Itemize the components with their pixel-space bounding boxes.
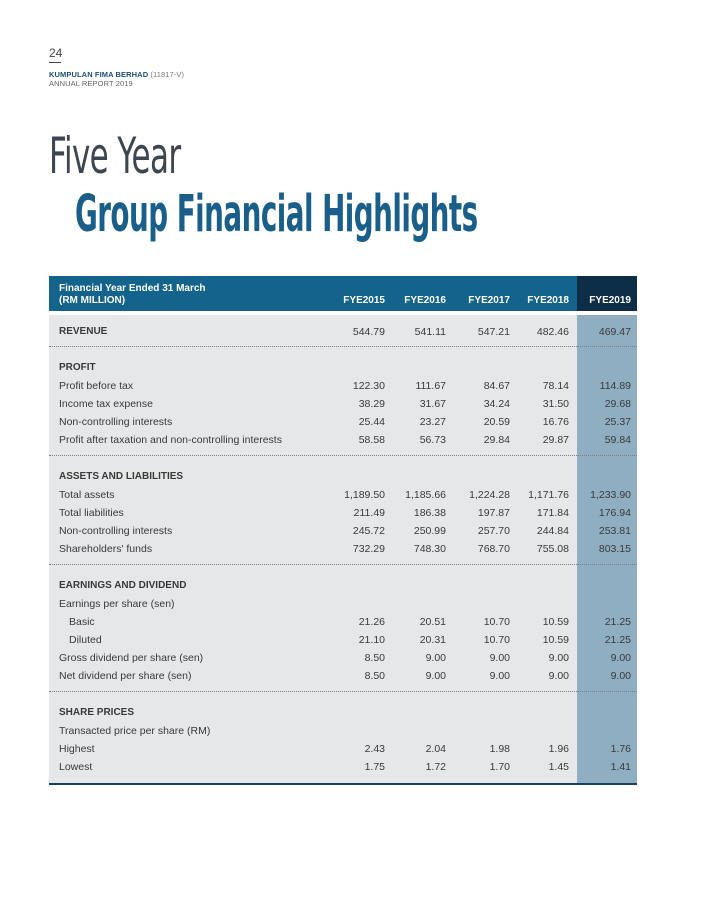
cell-value: 58.58 bbox=[358, 434, 385, 446]
cell-value: 10.59 bbox=[542, 634, 569, 646]
company-name: KUMPULAN FIMA BERHAD bbox=[49, 70, 149, 79]
cell-value: 21.25 bbox=[604, 634, 631, 646]
cell-value: 78.14 bbox=[542, 380, 569, 392]
row-label: Total assets bbox=[59, 489, 115, 501]
cell-value: 1.45 bbox=[548, 761, 569, 773]
row-label: Non-controlling interests bbox=[59, 525, 173, 537]
cell-value: 1.72 bbox=[425, 761, 446, 773]
cell-value: 197.87 bbox=[477, 507, 510, 519]
cell-value: 469.47 bbox=[598, 326, 631, 338]
section-divider bbox=[49, 455, 637, 456]
cell-value: 9.00 bbox=[548, 652, 569, 664]
cell-value: 84.67 bbox=[483, 380, 510, 392]
table-row bbox=[49, 414, 637, 432]
section-heading-row bbox=[49, 360, 637, 378]
table-row bbox=[49, 741, 637, 759]
row-label: Income tax expense bbox=[59, 398, 153, 410]
cell-value: 25.37 bbox=[604, 416, 631, 428]
cell-value: 1.41 bbox=[610, 761, 631, 773]
cell-value: 250.99 bbox=[413, 525, 446, 537]
cell-value: 38.29 bbox=[358, 398, 385, 410]
row-label: Earnings per share (sen) bbox=[59, 598, 175, 610]
table-row bbox=[49, 505, 637, 523]
section-divider bbox=[49, 346, 637, 347]
cell-value: 1.98 bbox=[489, 743, 510, 755]
table-header bbox=[49, 276, 637, 311]
cell-value: 1.70 bbox=[489, 761, 510, 773]
cell-value: 8.50 bbox=[364, 652, 385, 664]
cell-value: 9.00 bbox=[548, 670, 569, 682]
cell-value: 1,233.90 bbox=[590, 489, 631, 501]
cell-value: 34.24 bbox=[483, 398, 510, 410]
year-header: FYE2018 bbox=[527, 295, 569, 306]
section-heading: EARNINGS AND DIVIDEND bbox=[59, 580, 187, 591]
cell-value: 768.70 bbox=[477, 543, 510, 555]
table-row bbox=[49, 541, 637, 559]
cell-value: 1.76 bbox=[610, 743, 631, 755]
section-heading: ASSETS AND LIABILITIES bbox=[59, 471, 184, 482]
table-row bbox=[49, 614, 637, 632]
title-line-1: Five Year bbox=[49, 127, 181, 185]
cell-value: 2.04 bbox=[425, 743, 446, 755]
row-label: Lowest bbox=[59, 761, 93, 773]
title-line-2: Group Financial Highlights bbox=[75, 185, 478, 244]
table-row bbox=[49, 432, 637, 450]
cell-value: 21.26 bbox=[358, 616, 385, 628]
row-label: Non-controlling interests bbox=[59, 416, 173, 428]
cell-value: 9.00 bbox=[489, 652, 510, 664]
section-divider bbox=[49, 564, 637, 565]
cell-value: 9.00 bbox=[489, 670, 510, 682]
cell-value: 111.67 bbox=[415, 380, 446, 392]
cell-value: 10.70 bbox=[483, 616, 510, 628]
cell-value: 9.00 bbox=[610, 652, 631, 664]
section-divider bbox=[49, 691, 637, 692]
cell-value: 25.44 bbox=[358, 416, 385, 428]
section-heading-row bbox=[49, 578, 637, 596]
cell-value: 10.70 bbox=[483, 634, 510, 646]
cell-value: 122.30 bbox=[352, 380, 385, 392]
cell-value: 544.79 bbox=[352, 326, 385, 338]
table-row bbox=[49, 759, 637, 777]
cell-value: 1,185.66 bbox=[405, 489, 446, 501]
table-row bbox=[49, 378, 637, 396]
cell-value: 1.96 bbox=[548, 743, 569, 755]
cell-value: 23.27 bbox=[419, 416, 446, 428]
company-block bbox=[49, 70, 184, 88]
cell-value: 171.84 bbox=[536, 507, 569, 519]
cell-value: 211.49 bbox=[353, 507, 385, 519]
cell-value: 803.15 bbox=[598, 543, 631, 555]
cell-value: 176.94 bbox=[598, 507, 631, 519]
cell-value: 21.10 bbox=[358, 634, 385, 646]
table-row bbox=[49, 523, 637, 541]
cell-value: 20.31 bbox=[419, 634, 446, 646]
table-row bbox=[49, 668, 637, 686]
cell-value: 482.46 bbox=[536, 326, 569, 338]
header-unit: (RM MILLION) bbox=[59, 295, 126, 306]
cell-value: 9.00 bbox=[610, 670, 631, 682]
section-heading: REVENUE bbox=[59, 326, 108, 337]
cell-value: 1,189.50 bbox=[344, 489, 385, 501]
cell-value: 748.30 bbox=[413, 543, 446, 555]
cell-value: 9.00 bbox=[425, 652, 446, 664]
row-label: Shareholders' funds bbox=[59, 543, 153, 555]
section-heading-row bbox=[49, 469, 637, 487]
year-header: FYE2016 bbox=[404, 295, 446, 306]
year-header: FYE2015 bbox=[343, 295, 385, 306]
cell-value: 9.00 bbox=[425, 670, 446, 682]
table-row bbox=[49, 396, 637, 414]
cell-value: 541.11 bbox=[414, 326, 446, 338]
row-label: Profit before tax bbox=[59, 380, 134, 392]
section-heading: SHARE PRICES bbox=[59, 707, 135, 718]
row-label: Diluted bbox=[69, 634, 102, 646]
cell-value: 244.84 bbox=[536, 525, 569, 537]
cell-value: 732.29 bbox=[352, 543, 385, 555]
cell-value: 547.21 bbox=[477, 326, 510, 338]
row-label: Total liabilities bbox=[59, 507, 124, 519]
subheading-row bbox=[49, 723, 637, 741]
row-label: Basic bbox=[69, 616, 95, 628]
subheading-row bbox=[49, 596, 637, 614]
section-heading: PROFIT bbox=[59, 362, 96, 373]
header-separator bbox=[49, 311, 637, 315]
cell-value: 20.51 bbox=[419, 616, 446, 628]
year-header: FYE2019 bbox=[589, 295, 631, 306]
cell-value: 253.81 bbox=[598, 525, 631, 537]
table-row bbox=[49, 487, 637, 505]
page-number-rule bbox=[49, 62, 61, 63]
report-name: ANNUAL REPORT 2019 bbox=[49, 79, 133, 88]
row-label: Transacted price per share (RM) bbox=[59, 725, 211, 737]
cell-value: 59.84 bbox=[604, 434, 631, 446]
section-heading-row bbox=[49, 705, 637, 723]
row-label: Net dividend per share (sen) bbox=[59, 670, 192, 682]
cell-value: 29.87 bbox=[542, 434, 569, 446]
cell-value: 29.68 bbox=[604, 398, 631, 410]
cell-value: 2.43 bbox=[364, 743, 385, 755]
cell-value: 755.08 bbox=[536, 543, 569, 555]
row-label: Highest bbox=[59, 743, 95, 755]
cell-value: 245.72 bbox=[352, 525, 385, 537]
cell-value: 29.84 bbox=[483, 434, 510, 446]
row-label: Gross dividend per share (sen) bbox=[59, 652, 204, 664]
cell-value: 257.70 bbox=[477, 525, 510, 537]
cell-value: 1.75 bbox=[364, 761, 385, 773]
header-title: Financial Year Ended 31 March bbox=[59, 283, 206, 294]
table-row bbox=[49, 632, 637, 650]
cell-value: 8.50 bbox=[364, 670, 385, 682]
cell-value: 186.38 bbox=[413, 507, 446, 519]
page-number: 24 bbox=[49, 46, 63, 60]
cell-value: 16.76 bbox=[542, 416, 569, 428]
table-row bbox=[49, 650, 637, 668]
cell-value: 31.67 bbox=[419, 398, 446, 410]
cell-value: 31.50 bbox=[542, 398, 569, 410]
cell-value: 56.73 bbox=[419, 434, 446, 446]
cell-value: 1,171.76 bbox=[528, 489, 569, 501]
cell-value: 10.59 bbox=[542, 616, 569, 628]
cell-value: 21.25 bbox=[604, 616, 631, 628]
cell-value: 20.59 bbox=[483, 416, 510, 428]
year-header: FYE2017 bbox=[468, 295, 510, 306]
cell-value: 114.89 bbox=[599, 380, 631, 392]
row-label: Profit after taxation and non-controlling interests bbox=[59, 434, 282, 446]
company-reg: (11817-V) bbox=[150, 70, 185, 79]
revenue-row bbox=[49, 324, 637, 342]
financial-highlights-table bbox=[49, 276, 637, 785]
cell-value: 1,224.28 bbox=[469, 489, 510, 501]
